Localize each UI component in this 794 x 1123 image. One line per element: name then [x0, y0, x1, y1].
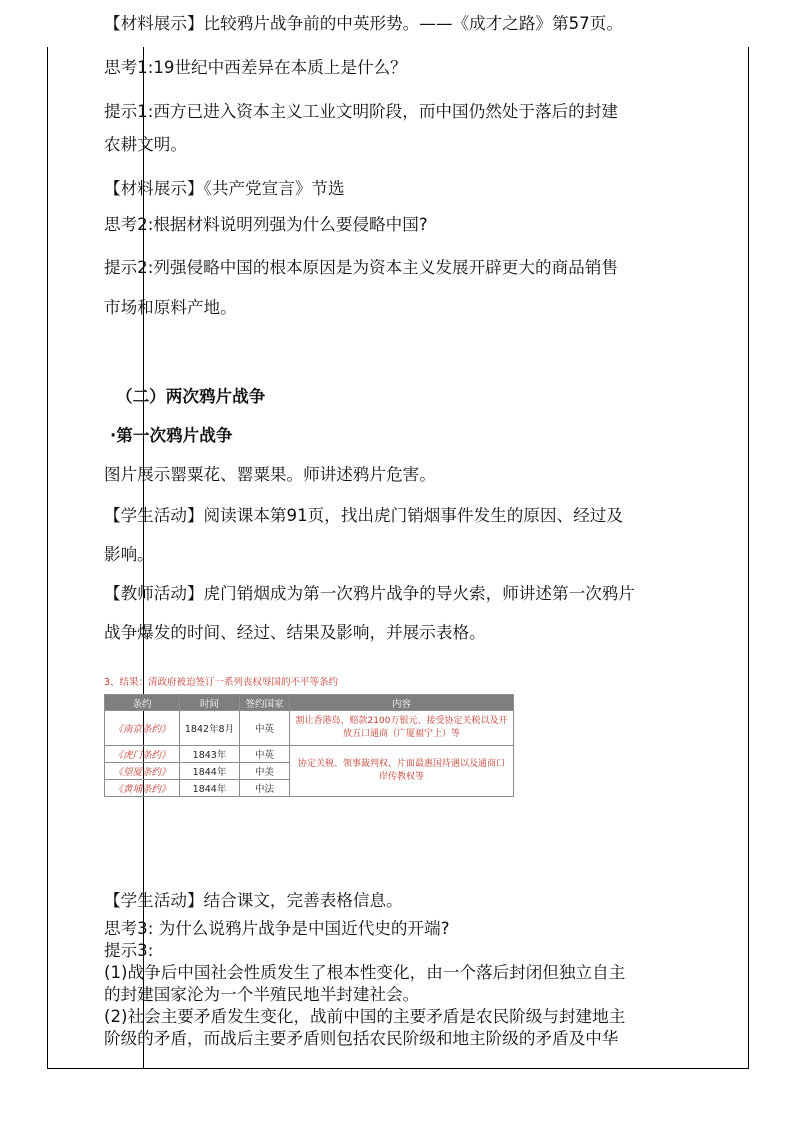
- treaty-time: 1844年: [180, 780, 240, 797]
- student-activity-1-line-2: 影响。: [104, 545, 154, 564]
- student-activity-1-line-1: 【学生活动】阅读课本第91页，找出虎门销烟事件发生的原因、经过及: [104, 506, 623, 525]
- treaty-name: 《虎门条约》: [105, 746, 180, 763]
- treaty-content: 割让香港岛、赔款2100万银元、接受协定关税以及开放五口通商（广厦福宁上）等: [290, 711, 514, 746]
- treaty-table: [104, 694, 514, 797]
- header-treaty: 条约: [105, 695, 180, 711]
- teacher-activity-line-2: 战争爆发的时间、经过、结果及影响，并展示表格。: [104, 623, 486, 642]
- subsection-heading: ·第一次鸦片战争: [110, 426, 233, 445]
- treaty-name: 《望厦条约》: [105, 763, 180, 780]
- question-3: 思考3: 为什么说鸦片战争是中国近代史的开端?: [104, 919, 450, 938]
- hint-2-line-2: 市场和原料产地。: [104, 298, 237, 317]
- material-display-1: 【材料展示】比较鸦片战争前的中英形势。——《成才之路》第57页。: [104, 14, 623, 33]
- hint-2-line-1: 提示2:列强侵略中国的根本原因是为资本主义发展开辟更大的商品销售: [104, 258, 618, 277]
- treaty-table-header: [105, 695, 514, 711]
- header-country: 签约国家: [240, 695, 290, 711]
- section-heading: （二）两次鸦片战争: [116, 387, 266, 406]
- question-2: 思考2:根据材料说明列强为什么要侵略中国?: [104, 215, 428, 234]
- treaty-content: 协定关税、领事裁判权、片面最惠国待遇以及通商口岸传教权等: [290, 746, 514, 797]
- treaty-name: 《南京条约》: [105, 711, 180, 746]
- student-activity-2: 【学生活动】结合课文，完善表格信息。: [104, 891, 403, 910]
- header-content: 内容: [290, 695, 514, 711]
- treaty-figure: [104, 676, 524, 797]
- hint-1-line-1: 提示1:西方已进入资本主义工业文明阶段，而中国仍然处于落后的封建: [104, 102, 618, 121]
- lesson-content: [104, 6, 698, 644]
- table-row: [105, 746, 514, 763]
- lesson-content-lower: [104, 889, 698, 1050]
- treaty-time: 1842年8月: [180, 711, 240, 746]
- table-row: [105, 711, 514, 746]
- hint-3-point-1-line-1: (1)战争后中国社会性质发生了根本性变化，由一个落后封闭但独立自主: [104, 963, 626, 982]
- treaty-time: 1843年: [180, 746, 240, 763]
- hint-3-point-2-line-1: (2)社会主要矛盾发生变化，战前中国的主要矛盾是农民阶级与封建地主: [104, 1007, 626, 1026]
- question-1: 思考1:19世纪中西差异在本质上是什么？: [104, 58, 407, 77]
- treaty-name: 《黄埔条约》: [105, 780, 180, 797]
- hint-3-label: 提示3:: [104, 941, 154, 960]
- treaty-country: 中英: [240, 746, 290, 763]
- hint-3-point-1-line-2: 的封建国家沦为一个半殖民地半封建社会。: [104, 985, 420, 1004]
- treaty-country: 中美: [240, 763, 290, 780]
- hint-3-point-2-line-2: 阶级的矛盾，而战后主要矛盾则包括农民阶级和地主阶级的矛盾及中华: [104, 1029, 619, 1048]
- hint-1-line-2: 农耕文明。: [104, 135, 187, 154]
- header-time: 时间: [180, 695, 240, 711]
- material-display-2: 【材料展示】《共产党宣言》节选: [104, 179, 345, 198]
- image-display-note: 图片展示罂粟花、罂粟果。师讲述鸦片危害。: [104, 465, 436, 484]
- treaty-country: 中法: [240, 780, 290, 797]
- treaty-country: 中英: [240, 711, 290, 746]
- teacher-activity-line-1: 【教师活动】虎门销烟成为第一次鸦片战争的导火索，师讲述第一次鸦片: [104, 584, 635, 603]
- treaty-time: 1844年: [180, 763, 240, 780]
- figure-caption: 3、结果：清政府被迫签订一系列丧权辱国的不平等条约: [104, 677, 339, 688]
